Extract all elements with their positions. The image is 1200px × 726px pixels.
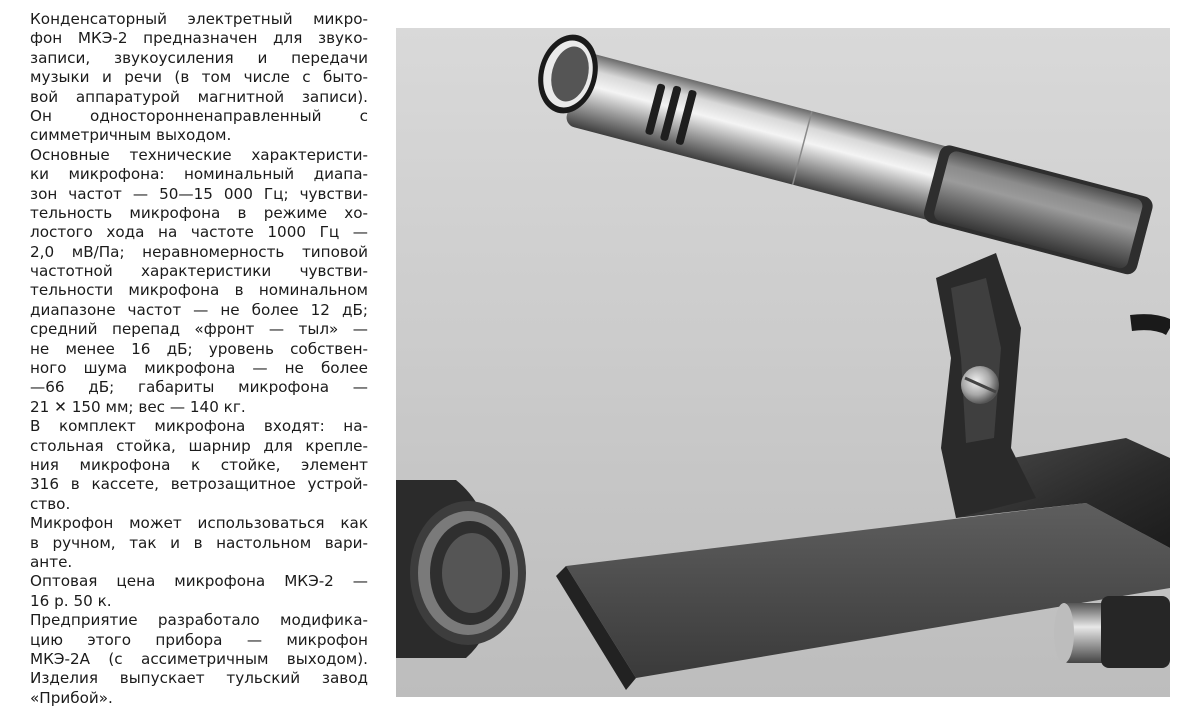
text-line: диапазоне частот — не более 12 дБ;: [30, 300, 368, 319]
text-line: Предприятие разработало модифика-: [30, 611, 368, 630]
text-line: цию этого прибора — микрофон: [30, 630, 368, 649]
text-line: «Прибой».: [30, 688, 113, 707]
text-line: вой аппаратурой магнитной записи).: [30, 87, 368, 106]
text-line: Микрофон может использоваться как: [30, 514, 368, 533]
text-line: Конденсаторный электретный микро-: [30, 10, 368, 28]
text-line: В комплект микрофона входят: на-: [30, 417, 368, 436]
text-line: лостого хода на частоте 1000 Гц —: [30, 223, 368, 242]
text-line: частотной характеристики чувстви-: [30, 262, 368, 281]
text-line: Изделия выпускает тульский завод: [30, 669, 368, 688]
text-line: анте.: [30, 552, 73, 571]
paragraph-usage: [30, 514, 368, 572]
text-line: средний перепад «фронт — тыл» —: [30, 320, 368, 339]
text-line: тельности микрофона в номинальном: [30, 281, 368, 300]
text-line: записи, звукоусиления и передачи: [30, 48, 368, 67]
paragraph-kit: [30, 417, 368, 514]
text-line: 16 р. 50 к.: [30, 591, 112, 610]
text-line: не менее 16 дБ; уровень собствен-: [30, 339, 368, 358]
text-line: тельность микрофона в режиме хо-: [30, 203, 368, 222]
text-line: симметричным выходом.: [30, 126, 232, 145]
text-line: МКЭ-2А (с ассиметричным выходом).: [30, 649, 368, 668]
text-line: 21 ✕ 150 мм; вес — 140 кг.: [30, 397, 246, 416]
microphone-photo: [396, 28, 1170, 697]
text-line: музыки и речи (в том числе с быто-: [30, 68, 368, 87]
text-line: в ручном, так и в настольном вари-: [30, 533, 368, 552]
text-line: ния микрофона к стойке, элемент: [30, 455, 368, 474]
text-line: ного шума микрофона — не более: [30, 359, 368, 378]
text-line: Основные технические характеристи-: [30, 145, 368, 164]
paragraph-specs: [30, 146, 368, 417]
connector-plug: [1054, 596, 1170, 668]
text-line: —66 дБ; габариты микрофона —: [30, 378, 368, 397]
text-line: 2,0 мВ/Па; неравномерность типовой: [30, 242, 368, 261]
text-line: Оптовая цена микрофона МКЭ-2 —: [30, 572, 368, 591]
paragraph-manufacturer: [30, 611, 368, 708]
text-line: ство.: [30, 494, 71, 513]
microphone-cable: [1131, 322, 1170, 328]
article-text: [30, 10, 368, 708]
text-line: ки микрофона: номинальный диапа-: [30, 165, 368, 184]
text-line: зон частот — 50—15 000 Гц; чувстви-: [30, 184, 368, 203]
text-line: фон МКЭ-2 предназначен для звуко-: [30, 29, 368, 48]
paragraph-intro: [30, 10, 368, 146]
text-line: Он односторонненаправленный с: [30, 106, 368, 125]
text-line: стольная стойка, шарнир для крепле-: [30, 436, 368, 455]
text-line: 316 в кассете, ветрозащитное устрой-: [30, 475, 368, 494]
mount-screw: [961, 366, 999, 404]
paragraph-price: [30, 572, 368, 611]
